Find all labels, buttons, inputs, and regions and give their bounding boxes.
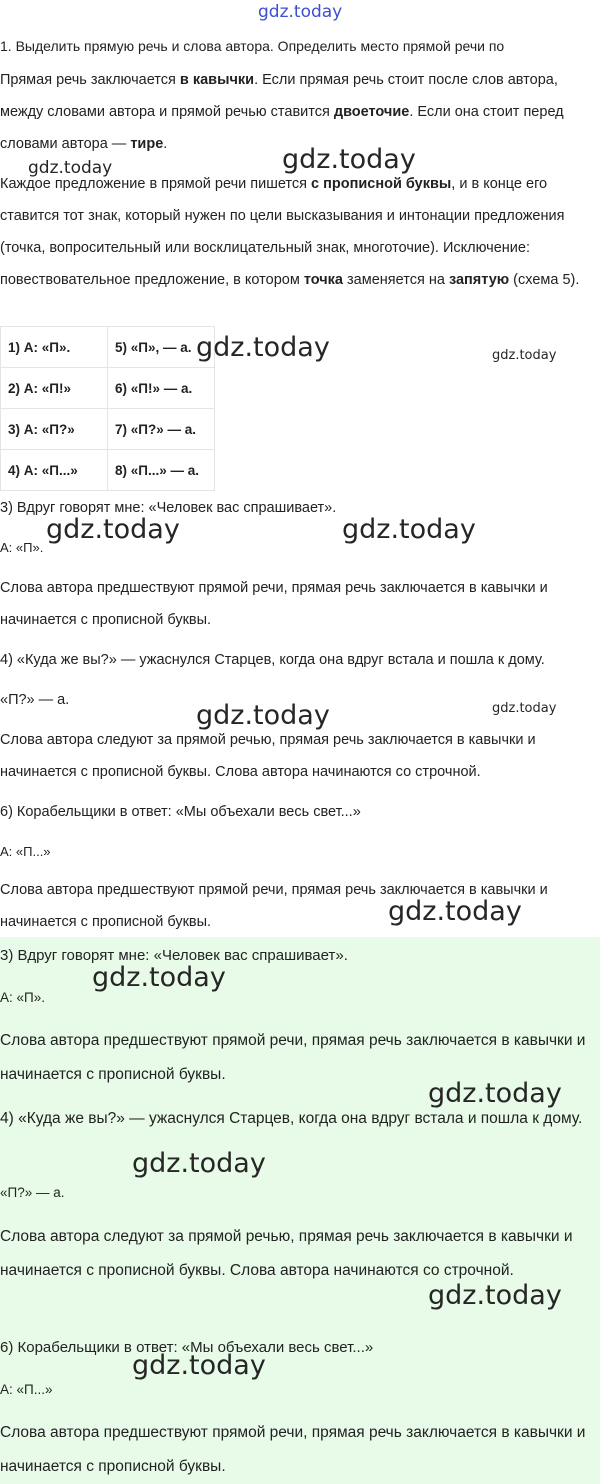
watermark: gdz.today bbox=[282, 144, 416, 175]
answer-1-sentence: 3) Вдруг говорят мне: «Человек вас спрашивает». bbox=[0, 500, 337, 516]
watermark: gdz.today bbox=[492, 348, 557, 363]
table-row bbox=[1, 450, 215, 491]
watermark-top: gdz.today bbox=[258, 2, 343, 22]
answer-3-explanation-repeat: Слова автора предшествуют прямой речи, прямая речь заключается в кавычки и начинается с прописной буквы. bbox=[0, 1424, 586, 1475]
watermark: gdz.today bbox=[92, 962, 226, 993]
scheme-cell: 3) А: «П?» bbox=[1, 409, 108, 450]
intro-paragraph-2: Каждое предложение в прямой речи пишется с прописной буквы, и в конце его ставится тот знак, который нужен по цели высказывания и интонации предложения (точка, вопросительный или восклицательный знак, многоточие). Исключение: повествовательное предложение, в котором точка заменяется на запятую (схема 5). bbox=[0, 176, 580, 288]
intro-paragraph-1: Прямая речь заключается в кавычки. Если прямая речь стоит после слов автора, между словами автора и прямой речью ставится двоеточие. Если она стоит перед словами автора — тире. bbox=[0, 72, 564, 152]
table-row bbox=[1, 368, 215, 409]
watermark: gdz.today bbox=[196, 332, 330, 363]
watermark: gdz.today bbox=[132, 1350, 266, 1381]
scheme-cell: 7) «П?» — а. bbox=[108, 409, 215, 450]
answer-1-explanation: Слова автора предшествуют прямой речи, прямая речь заключается в кавычки и начинается с прописной буквы. bbox=[0, 580, 548, 628]
task-line: 1. Выделить прямую речь и слова автора. Определить место прямой речи по bbox=[0, 38, 505, 54]
scheme-cell: 2) А: «П!» bbox=[1, 368, 108, 409]
answer-1-scheme: А: «П». bbox=[0, 540, 44, 555]
answer-3-sentence-repeat: 6) Корабельщики в ответ: «Мы объехали весь свет...» bbox=[0, 1339, 374, 1356]
answer-2-sentence: 4) «Куда же вы?» — ужаснулся Старцев, когда она вдруг встала и пошла к дому. bbox=[0, 652, 545, 668]
answer-3-scheme-repeat: А: «П...» bbox=[0, 1382, 53, 1397]
answer-1-scheme-repeat: А: «П». bbox=[0, 990, 45, 1005]
answer-2-sentence-repeat: 4) «Куда же вы?» — ужаснулся Старцев, когда она вдруг встала и пошла к дому. bbox=[0, 1110, 583, 1127]
watermark: gdz.today bbox=[428, 1078, 562, 1109]
watermark: gdz.today bbox=[196, 700, 330, 731]
scheme-cell: 6) «П!» — а. bbox=[108, 368, 215, 409]
answer-3-explanation: Слова автора предшествуют прямой речи, прямая речь заключается в кавычки и начинается с прописной буквы. bbox=[0, 882, 548, 930]
watermark: gdz.today bbox=[492, 701, 557, 716]
answer-2-explanation-repeat: Слова автора следуют за прямой речью, прямая речь заключается в кавычки и начинается с прописной буквы. Слова автора начинаются со строчной. bbox=[0, 1228, 573, 1279]
answer-2-explanation: Слова автора следуют за прямой речью, прямая речь заключается в кавычки и начинается с прописной буквы. Слова автора начинаются со строчной. bbox=[0, 732, 536, 780]
watermark: gdz.today bbox=[388, 896, 522, 927]
answer-1-sentence-repeat: 3) Вдруг говорят мне: «Человек вас спрашивает». bbox=[0, 947, 348, 964]
watermark: gdz.today bbox=[46, 514, 180, 545]
watermark: gdz.today bbox=[428, 1280, 562, 1311]
answer-1-explanation-repeat: Слова автора предшествуют прямой речи, прямая речь заключается в кавычки и начинается с прописной буквы. bbox=[0, 1032, 586, 1083]
answer-3-scheme: А: «П...» bbox=[0, 844, 51, 859]
scheme-cell: 4) А: «П...» bbox=[1, 450, 108, 491]
watermark: gdz.today bbox=[342, 514, 476, 545]
table-row bbox=[1, 327, 215, 368]
answer-3-sentence: 6) Корабельщики в ответ: «Мы объехали весь свет...» bbox=[0, 804, 361, 820]
punctuation-schemes-table bbox=[0, 326, 215, 491]
table-row bbox=[1, 409, 215, 450]
scheme-cell: 1) А: «П». bbox=[1, 327, 108, 368]
answer-2-scheme-repeat: «П?» — а. bbox=[0, 1185, 65, 1200]
scheme-cell: 5) «П», — а. bbox=[108, 327, 215, 368]
scheme-cell: 8) «П...» — а. bbox=[108, 450, 215, 491]
answer-2-scheme: «П?» — а. bbox=[0, 692, 70, 708]
watermark: gdz.today bbox=[132, 1148, 266, 1179]
watermark: gdz.today bbox=[28, 158, 113, 178]
